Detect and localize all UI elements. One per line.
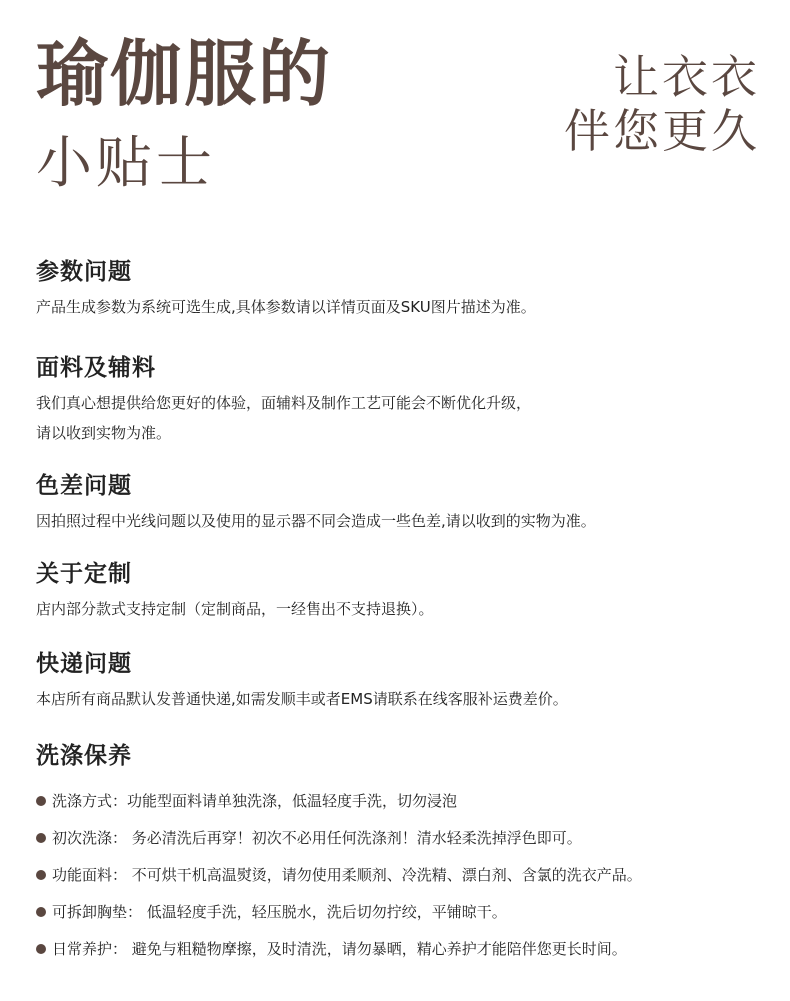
care-item-text: 洗涤方式：功能型面料请单独洗涤，低温轻度手洗，切勿浸泡 bbox=[52, 792, 458, 810]
section-body: 店内部分款式支持定制（定制商品，一经售出不支持退换）。 bbox=[36, 600, 434, 618]
bullet-dot-icon bbox=[36, 944, 46, 954]
care-item-text: 日常养护： 避免与粗糙物摩擦，及时清洗，请勿暴晒，精心养护才能陪伴您更长时间。 bbox=[52, 940, 627, 958]
section-heading: 快递问题 bbox=[36, 651, 132, 677]
bullet-dot-icon bbox=[36, 833, 46, 843]
care-item-text: 初次洗涤： 务必清洗后再穿！初次不必用任何洗涤剂！清水轻柔洗掉浮色即可。 bbox=[52, 829, 582, 847]
section-body: 我们真心想提供给您更好的体验，面辅料及制作工艺可能会不断优化升级， 请以收到实物为准。 bbox=[36, 394, 532, 442]
section-parameters bbox=[36, 256, 536, 322]
list-item bbox=[36, 856, 642, 893]
list-item bbox=[36, 930, 642, 967]
slogan-line-1: 让衣衣 bbox=[613, 50, 760, 104]
section-heading: 参数问题 bbox=[36, 259, 132, 285]
section-color-difference bbox=[36, 470, 596, 536]
slogan-line-2: 伴您更久 bbox=[564, 104, 760, 158]
section-customization bbox=[36, 558, 434, 624]
section-heading: 洗涤保养 bbox=[36, 743, 132, 769]
list-item bbox=[36, 782, 642, 819]
section-shipping bbox=[36, 648, 568, 714]
section-heading: 色差问题 bbox=[36, 473, 132, 499]
section-fabric bbox=[36, 352, 531, 448]
bullet-dot-icon bbox=[36, 907, 46, 917]
section-heading: 面料及辅料 bbox=[36, 355, 156, 381]
bullet-dot-icon bbox=[36, 870, 46, 880]
section-body: 本店所有商品默认发普通快递,如需发顺丰或者EMS请联系在线客服补运费差价。 bbox=[36, 690, 568, 708]
section-body: 因拍照过程中光线问题以及使用的显示器不同会造成一些色差,请以收到的实物为准。 bbox=[36, 512, 596, 530]
care-item-text: 可拆卸胸垫： 低温轻度手洗，轻压脱水，洗后切勿拧绞，平铺晾干。 bbox=[52, 903, 507, 921]
care-list bbox=[36, 782, 642, 967]
list-item bbox=[36, 893, 642, 930]
page-subtitle: 小贴士 bbox=[36, 131, 216, 196]
page-title: 瑜伽服的 bbox=[36, 32, 333, 116]
section-body: 产品生成参数为系统可选生成,具体参数请以详情页面及SKU图片描述为准。 bbox=[36, 298, 536, 316]
section-washing-care bbox=[36, 740, 642, 967]
bullet-dot-icon bbox=[36, 796, 46, 806]
list-item bbox=[36, 819, 642, 856]
care-item-text: 功能面料： 不可烘干机高温熨烫，请勿使用柔顺剂、冷洗精、漂白剂、含氯的洗衣产品。 bbox=[52, 866, 642, 884]
slogan bbox=[564, 50, 760, 158]
section-heading: 关于定制 bbox=[36, 561, 132, 587]
